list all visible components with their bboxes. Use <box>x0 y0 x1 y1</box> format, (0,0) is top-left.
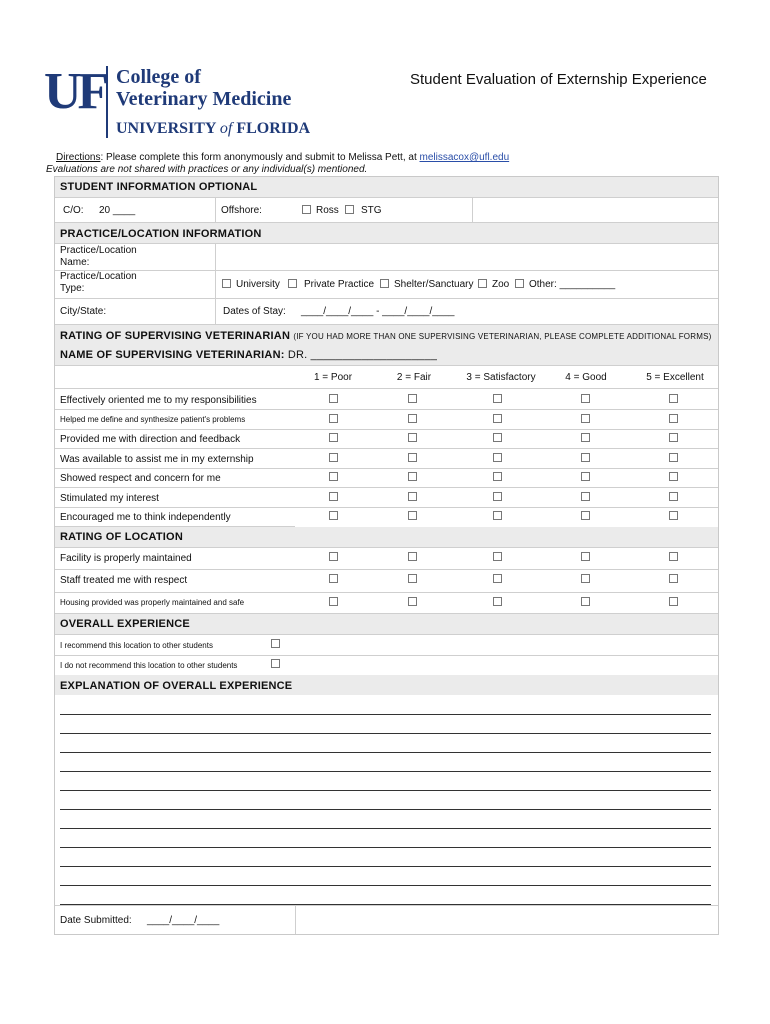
location-rating-checkbox-2[interactable] <box>408 597 417 606</box>
date-submitted-field[interactable]: ____/____/____ <box>147 915 220 926</box>
logo-university-suffix: FLORIDA <box>236 120 311 137</box>
location-rating-checkbox-5[interactable] <box>669 552 678 561</box>
location-rating-checkbox-5[interactable] <box>669 574 678 583</box>
vet-rating-item-label: Effectively oriented me to my responsibilities <box>60 395 257 406</box>
vet-rating-checkbox-3[interactable] <box>493 433 502 442</box>
vet-rating-item-label: Stimulated my interest <box>60 493 159 504</box>
explanation-title: EXPLANATION OF OVERALL EXPERIENCE <box>60 680 293 692</box>
explanation-line[interactable] <box>60 828 711 829</box>
vet-rating-checkbox-5[interactable] <box>669 511 678 520</box>
scale-label: 2 = Fair <box>396 372 432 383</box>
vet-name-label-wrap <box>60 349 437 361</box>
stg-label: STG <box>361 205 382 216</box>
co-field[interactable]: 20 ____ <box>99 205 136 216</box>
vet-rating-checkbox-2[interactable] <box>408 414 417 423</box>
vet-rating-checkbox-1[interactable] <box>329 414 338 423</box>
practice-name-label-line2: Name: <box>60 257 90 268</box>
location-rating-checkbox-3[interactable] <box>493 574 502 583</box>
vet-rating-checkbox-1[interactable] <box>329 453 338 462</box>
co-label: C/O: <box>63 205 84 216</box>
logo-university-prefix: UNIVERSITY <box>116 120 216 137</box>
location-rating-checkbox-4[interactable] <box>581 552 590 561</box>
scale-label: 5 = Excellent <box>646 372 704 383</box>
type-private-practice-checkbox[interactable] <box>288 279 297 288</box>
vet-rating-checkbox-5[interactable] <box>669 453 678 462</box>
rating-vet-header <box>55 325 718 345</box>
location-rating-item-label: Facility is properly maintained <box>60 553 192 564</box>
directions <box>56 152 509 163</box>
vet-rating-checkbox-2[interactable] <box>408 453 417 462</box>
rating-location-title: RATING OF LOCATION <box>60 531 183 543</box>
recommend-checkbox[interactable] <box>271 639 280 648</box>
vet-rating-checkbox-1[interactable] <box>329 433 338 442</box>
vet-rating-checkbox-2[interactable] <box>408 492 417 501</box>
vet-rating-item-label: Encouraged me to think independently <box>60 512 231 523</box>
evaluation-form <box>54 176 719 935</box>
type-zoo-checkbox[interactable] <box>478 279 487 288</box>
location-rating-checkbox-5[interactable] <box>669 597 678 606</box>
vet-rating-checkbox-2[interactable] <box>408 394 417 403</box>
scale-label: 4 = Good <box>565 372 607 383</box>
location-rating-checkbox-3[interactable] <box>493 552 502 561</box>
vet-rating-checkbox-5[interactable] <box>669 492 678 501</box>
student-info-header <box>55 177 718 197</box>
rating-vet-title <box>60 330 711 342</box>
location-rating-checkbox-2[interactable] <box>408 552 417 561</box>
explanation-line[interactable] <box>60 866 711 867</box>
stg-checkbox[interactable] <box>345 205 354 214</box>
vet-rating-checkbox-2[interactable] <box>408 511 417 520</box>
type-university-checkbox[interactable] <box>222 279 231 288</box>
logo-college-name <box>116 66 291 110</box>
type-private-practice-label: Private Practice <box>304 279 375 290</box>
uf-logo-mark: UF <box>44 63 106 120</box>
directions-label: Directions <box>56 152 101 163</box>
vet-rating-checkbox-2[interactable] <box>408 472 417 481</box>
practice-type-label <box>60 271 137 295</box>
ross-checkbox[interactable] <box>302 205 311 214</box>
vet-rating-checkbox-1[interactable] <box>329 472 338 481</box>
rating-vet-title-text: RATING OF SUPERVISING VETERINARIAN <box>60 330 291 342</box>
scale-label: 3 = Satisfactory <box>466 372 536 383</box>
dates-of-stay-field[interactable]: ____/____/____ - ____/____/____ <box>301 306 455 317</box>
location-rating-checkbox-4[interactable] <box>581 574 590 583</box>
vet-rating-item-label: Was available to assist me in my externship <box>60 454 254 465</box>
type-shelter-label: Shelter/Sanctuary <box>394 279 474 290</box>
rating-location-header <box>55 527 718 547</box>
explanation-line[interactable] <box>60 752 711 753</box>
type-other-label: Other: __________ <box>529 279 616 290</box>
overall-header <box>55 614 718 634</box>
explanation-header <box>55 675 718 695</box>
explanation-line[interactable] <box>60 733 711 734</box>
vet-rating-checkbox-3[interactable] <box>493 492 502 501</box>
page-title: Student Evaluation of Externship Experience <box>410 71 707 88</box>
scale-label: 1 = Poor <box>313 372 353 383</box>
location-rating-checkbox-4[interactable] <box>581 597 590 606</box>
vet-rating-checkbox-4[interactable] <box>581 394 590 403</box>
type-university-label: University <box>236 279 280 290</box>
location-rating-item-label: Housing provided was properly maintained and safe <box>60 598 245 607</box>
vet-name-label: NAME OF SUPERVISING VETERINARIAN: <box>60 349 285 361</box>
directions-text: : Please complete this form anonymously and submit to Melissa Pett, at <box>100 152 420 163</box>
vet-rating-checkbox-4[interactable] <box>581 492 590 501</box>
logo-college-line1: College of <box>116 66 201 88</box>
vet-rating-checkbox-1[interactable] <box>329 394 338 403</box>
practice-name-label-line1: Practice/Location <box>60 245 137 256</box>
rating-vet-note: (IF YOU HAD MORE THAN ONE SUPERVISING VETERINARIAN, PLEASE COMPLETE ADDITIONAL FORMS) <box>293 332 712 341</box>
vet-rating-checkbox-4[interactable] <box>581 453 590 462</box>
privacy-note: Evaluations are not shared with practices or any individual(s) mentioned. <box>46 164 368 175</box>
location-rating-checkbox-1[interactable] <box>329 597 338 606</box>
location-rating-checkbox-2[interactable] <box>408 574 417 583</box>
practice-type-label-line1: Practice/Location <box>60 271 137 282</box>
vet-rating-checkbox-5[interactable] <box>669 394 678 403</box>
logo-divider <box>106 66 108 138</box>
vet-rating-checkbox-3[interactable] <box>493 414 502 423</box>
overall-title: OVERALL EXPERIENCE <box>60 618 190 630</box>
vet-rating-checkbox-4[interactable] <box>581 414 590 423</box>
logo-university <box>116 120 310 138</box>
ross-label: Ross <box>316 205 339 216</box>
city-state-label: City/State: <box>60 306 107 317</box>
email-link[interactable]: melissacox@ufl.edu <box>419 152 510 163</box>
vet-rating-checkbox-1[interactable] <box>329 492 338 501</box>
vet-rating-checkbox-3[interactable] <box>493 511 502 520</box>
practice-info-title: PRACTICE/LOCATION INFORMATION <box>60 228 262 240</box>
location-rating-checkbox-1[interactable] <box>329 552 338 561</box>
vet-rating-checkbox-1[interactable] <box>329 511 338 520</box>
vet-name-row <box>55 345 718 365</box>
logo-college-line2: Veterinary Medicine <box>116 88 292 110</box>
location-rating-item-label: Staff treated me with respect <box>60 575 188 586</box>
practice-type-label-line2: Type: <box>60 283 85 294</box>
location-rating-checkbox-3[interactable] <box>493 597 502 606</box>
practice-name-field[interactable] <box>216 244 717 269</box>
vet-rating-checkbox-5[interactable] <box>669 414 678 423</box>
vet-rating-item-label: Provided me with direction and feedback <box>60 434 241 445</box>
type-shelter-checkbox[interactable] <box>380 279 389 288</box>
explanation-line[interactable] <box>60 847 711 848</box>
vet-rating-item-label: Showed respect and concern for me <box>60 473 221 484</box>
explanation-line[interactable] <box>60 714 711 715</box>
type-zoo-label: Zoo <box>492 279 510 290</box>
vet-rating-checkbox-3[interactable] <box>493 453 502 462</box>
vet-rating-checkbox-3[interactable] <box>493 394 502 403</box>
not-recommend-label: I do not recommend this location to other students <box>60 661 238 670</box>
vet-name-field[interactable]: DR. ____________________ <box>287 349 438 361</box>
vet-rating-checkbox-4[interactable] <box>581 433 590 442</box>
vet-rating-item-label: Helped me define and synthesize patient's problems <box>60 415 246 424</box>
explanation-line[interactable] <box>60 771 711 772</box>
vet-rating-checkbox-5[interactable] <box>669 433 678 442</box>
dates-of-stay-label: Dates of Stay: <box>223 306 286 317</box>
practice-info-header <box>55 223 718 243</box>
student-info-title: STUDENT INFORMATION OPTIONAL <box>60 181 258 193</box>
explanation-line[interactable] <box>60 790 711 791</box>
date-submitted-label: Date Submitted: <box>60 915 132 926</box>
recommend-label: I recommend this location to other students <box>60 641 213 650</box>
vet-rating-checkbox-4[interactable] <box>581 472 590 481</box>
practice-name-label <box>60 245 137 269</box>
explanation-line[interactable] <box>60 885 711 886</box>
type-other-checkbox[interactable] <box>515 279 524 288</box>
vet-rating-checkbox-3[interactable] <box>493 472 502 481</box>
vet-rating-checkbox-5[interactable] <box>669 472 678 481</box>
vet-rating-checkbox-2[interactable] <box>408 433 417 442</box>
location-rating-checkbox-1[interactable] <box>329 574 338 583</box>
not-recommend-checkbox[interactable] <box>271 659 280 668</box>
logo-university-of: of <box>219 120 233 137</box>
vet-rating-checkbox-4[interactable] <box>581 511 590 520</box>
offshore-label: Offshore: <box>221 205 262 216</box>
explanation-line[interactable] <box>60 809 711 810</box>
